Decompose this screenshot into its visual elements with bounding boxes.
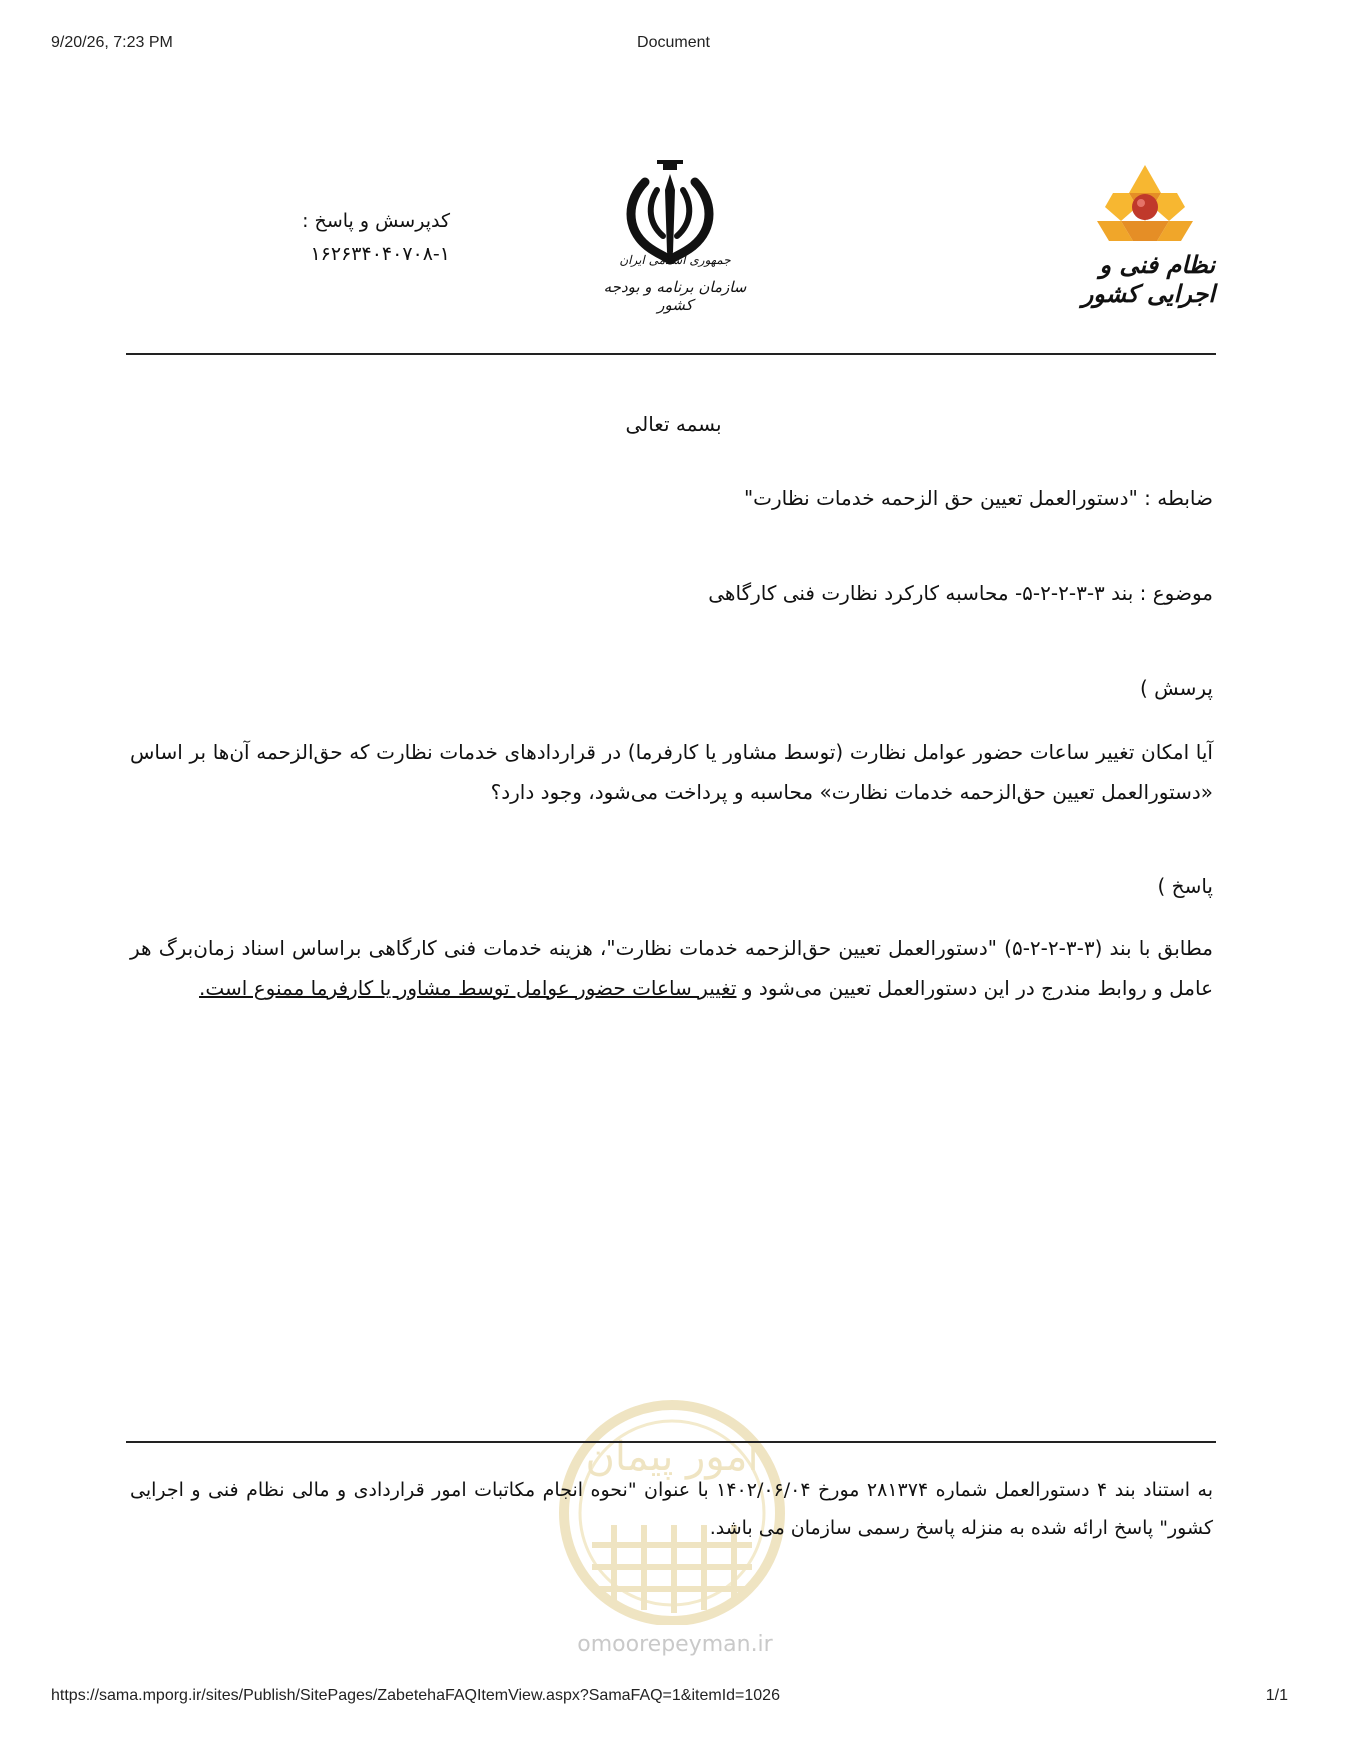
faq-code-value: ۱۶۲۶۳۴۰۴۰۷۰۸-۱ xyxy=(310,243,450,265)
header-divider xyxy=(126,353,1216,355)
faq-code-label: کدپرسش و پاسخ : xyxy=(302,210,450,232)
watermark-script: امور پیمان xyxy=(585,1434,759,1480)
emblem-line-1: جمهوری اسلامی ایران xyxy=(619,253,731,267)
regulation-title: ضابطه : "دستورالعمل تعیین حق الزحمه خدمات نظارت" xyxy=(743,486,1213,510)
print-url: https://sama.mporg.ir/sites/Publish/SitePages/ZabetehaFAQItemView.aspx?SamaFAQ=1&itemId=1026 xyxy=(51,1687,780,1704)
print-title: Document xyxy=(637,34,710,51)
faq-code-block xyxy=(250,205,450,271)
footer-divider xyxy=(126,1441,1216,1443)
answer-label: پاسخ ) xyxy=(1157,874,1213,898)
question-text: آیا امکان تغییر ساعات حضور عوامل نظارت (توسط مشاور یا کارفرما) در قراردادهای خدمات نظارت که حق‌الزحمه آن‌ها بر اساس «دستورالعمل تعیین حق‌الزحمه خدمات نظارت» محاسبه و پرداخت می‌شود، وجود دارد؟ xyxy=(130,740,1213,804)
question-label: پرسش ) xyxy=(1139,676,1213,700)
official-answer-note: به استناد بند ۴ دستورالعمل شماره ۲۸۱۳۷۴ مورخ ۱۴۰۲/۰۶/۰۴ با عنوان "نحوه انجام مکاتبات امور قراردادی و مالی نظام فنی و اجرایی کشور" پاسخ ارائه شده به منزله پاسخ رسمی سازمان می باشد. xyxy=(130,1479,1213,1539)
watermark-site-text: omoorepeyman.ir xyxy=(577,1632,773,1657)
answer-text-underlined: تغییر ساعات حضور عوامل توسط مشاور یا کارفرما ممنوع است. xyxy=(199,976,737,1000)
page-heading: بسمه تعالی xyxy=(625,412,722,436)
emblem-line-2: سازمان برنامه و بودجه کشور xyxy=(603,278,747,314)
print-datetime: 9/20/26, 7:23 PM xyxy=(51,34,173,51)
answer-text-plain: مطابق با بند (۳-۳-۲-۲-۵) "دستورالعمل تعیین حق‌الزحمه خدمات نظارت"، هزینه خدمات فنی کارگاهی براساس اسناد زمان‌برگ هر عامل و روابط مندرج در این دستورالعمل تعیین می‌شود و xyxy=(130,936,1214,1000)
answer-text xyxy=(130,928,1213,1008)
subject-line: موضوع : بند ۳-۳-۲-۲-۵- محاسبه کارکرد نظارت فنی کارگاهی xyxy=(708,581,1213,605)
nezam-fanni-logo-text: نظام فنی و اجرایی کشور xyxy=(1081,250,1215,308)
print-page-number: 1/1 xyxy=(1265,1687,1288,1704)
